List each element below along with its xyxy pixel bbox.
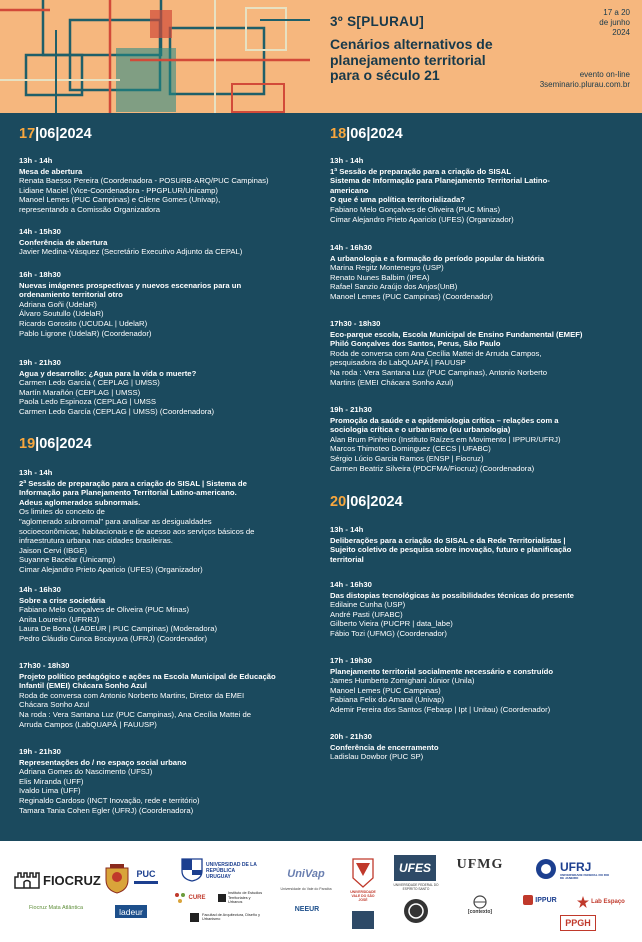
- session-speaker: Anita Loureiro (UFRRJ): [19, 614, 100, 624]
- session-title: Sistema de Informação para Planejamento Territorial Latino-: [330, 176, 550, 186]
- session: [19, 270, 319, 338]
- ufrj-logo[interactable]: UFRJ UNIVERSIDADE FEDERAL DO RIO DE JANEIRO: [560, 859, 610, 880]
- session-speaker: Na roda : Vera Santana Luz (PUC Campinas), Ana Cecília Mattei de: [19, 709, 252, 719]
- university-flag-logo[interactable]: UNIVERSIDADE VALE DO SÃO JOSÉ: [348, 853, 378, 907]
- session: [19, 468, 319, 575]
- session-speaker: Manoel Lemes (PUC Campinas) e Cilene Gomes (Univap),: [19, 195, 221, 205]
- session-speaker: Tamara Tania Cohen Egler (UFRJ) (Coordenadora): [19, 805, 194, 815]
- session-time: 13h - 14h: [19, 156, 53, 165]
- day-heading: 17|06|2024: [19, 126, 92, 142]
- session-title: Sobre a crise societária: [19, 595, 106, 605]
- small-institution-icon: [352, 911, 374, 929]
- session-title: americano: [330, 185, 369, 195]
- session-time: 19h - 21h30: [330, 405, 372, 414]
- session-speaker: Chácara Sonho Azul: [19, 700, 90, 710]
- ufes-logo[interactable]: UFES: [394, 855, 436, 881]
- session-title: Conferência de encerramento: [330, 742, 439, 752]
- session-time: 13h - 14h: [330, 156, 364, 165]
- session-speaker: Carmen Ledo García ( CEPLAG | UMSS): [19, 378, 160, 388]
- session-speaker: Ladislau Dowbor (PUC SP): [330, 752, 424, 762]
- session-speaker: Marcos Thimoteo Dominguez (CECS | UFABC): [330, 444, 491, 454]
- session-speaker: Fabiana Felix do Amaral (Univap): [330, 695, 445, 705]
- session-speaker: socioeconômicas, habitacionais e de acesso aos serviços básicos de: [19, 526, 255, 536]
- session-speaker: Ivaldo Lima (UFF): [19, 786, 81, 796]
- session-title: Deliberações para a criação do SISAL e da Rede Territorialistas |: [330, 535, 566, 545]
- session-title: Philó Gonçalves dos Santos, Perus, São Paulo: [330, 339, 501, 349]
- session-title: 1ª Sessão de preparação para a criação do SISAL: [330, 166, 512, 176]
- lab-espaco-logo[interactable]: Lab Espaço: [574, 891, 628, 913]
- session-speaker: Laura De Bona (LADEUR | PUC Campinas) (Moderadora): [19, 624, 218, 634]
- session-title: Representações do / no espaço social urbano: [19, 757, 187, 767]
- session-title: Mesa de abertura: [19, 166, 83, 176]
- session-speaker: Lidiane Maciel (Vice-Coordenadora - PPGPLUR/Unicamp): [19, 185, 218, 195]
- session-title: sociologia crítica e o urbanismo (ou urbanologia): [330, 425, 511, 435]
- session-title: Eco-parque escola, Escola Municipal de Ensino Fundamental (EMEF): [330, 329, 583, 339]
- castle-icon: [14, 871, 40, 889]
- ladeur-logo[interactable]: ladeur: [115, 905, 147, 918]
- event-mode: evento on-line 3seminario.plurau.com.br: [539, 70, 630, 89]
- header-banner: [0, 0, 642, 113]
- session-time: 14h - 16h30: [19, 585, 61, 594]
- session-speaker: Adriana Goñi (UdelaR): [19, 299, 97, 309]
- session-speaker: infraestrutura urbana nas cidades brasileiras.: [19, 536, 173, 546]
- session-speaker: Jaison Cervi (IBGE): [19, 545, 87, 555]
- session-time: 14h - 16h30: [330, 243, 372, 252]
- session-time: 14h - 16h30: [330, 580, 372, 589]
- partner-logos: [0, 841, 642, 942]
- univap-sub: Universidade do Vale do Paraíba: [280, 887, 332, 891]
- session: [330, 656, 630, 715]
- session-speaker: Álvaro Soutullo (UdelaR): [19, 309, 104, 319]
- session: [330, 319, 630, 387]
- session-title: Conferência de abertura: [19, 237, 108, 247]
- fiocruz-mata-atlantica: Fiocruz Mata Atlântica: [28, 905, 84, 911]
- ppgh-logo[interactable]: PPGH: [560, 915, 596, 931]
- session-speaker: Roda de conversa com Ana Cecília Mattei de Arruda Campos,: [330, 348, 542, 358]
- session-speaker: Arruda Campos (LabQUAPÁ | FAUUSP): [19, 719, 157, 729]
- session-time: 13h - 14h: [19, 468, 53, 477]
- session-speaker: Manoel Lemes (PUC Campinas): [330, 685, 441, 695]
- univap-logo[interactable]: UniVap: [287, 868, 325, 880]
- session-title: Projeto político pedagógico e ações na Escola Municipal de Educação: [19, 671, 276, 681]
- session: [330, 156, 630, 224]
- session-speaker: André Pasti (UFABC): [330, 609, 403, 619]
- session-time: 17h30 - 18h30: [19, 661, 70, 670]
- session: [330, 732, 630, 762]
- session-title: ordenamiento territorial otro: [19, 290, 123, 300]
- session-speaker: Carmen Beatriz Silveira (PDCFMA/Fiocruz) (Coordenadora): [330, 463, 535, 473]
- session-speaker: Na roda : Vera Santana Luz (PUC Campinas), Antonio Norberto: [330, 367, 548, 377]
- flag-icon: [352, 858, 374, 888]
- event-subtitle: Cenários alternativos de planejamento territorial para o século 21: [330, 36, 493, 83]
- day-heading: 18|06|2024: [330, 126, 403, 142]
- session-speaker: Suyanne Bacelar (Unicamp): [19, 555, 116, 565]
- session: [330, 243, 630, 302]
- session: [330, 405, 630, 473]
- session-speaker: Renato Nunes Balbim (IPEA): [330, 272, 430, 282]
- day-heading: 20|06|2024: [330, 494, 403, 510]
- session-title: Planejamento territorial socialmente necessário e construído: [330, 666, 554, 676]
- session-speaker: Edilaine Cunha (USP): [330, 600, 406, 610]
- session: [330, 525, 630, 564]
- session: [19, 585, 319, 644]
- session-speaker: Martins (EMEI Chácara Sonho Azul): [330, 377, 454, 387]
- session-speaker: Gilberto Vieira (PUCPR | data_labe): [330, 619, 453, 629]
- session-title: Informação para Planejamento Territorial Latino-americano.: [19, 488, 237, 498]
- session-speaker: Ademir Pereira dos Santos (Febasp | Ipt | Unitau) (Coordenador): [330, 704, 551, 714]
- session: [19, 227, 319, 257]
- ufrj-crest-icon: [534, 857, 558, 881]
- session-title: Nuevas imágenes prospectivas y nuevos escenarios para un: [19, 280, 242, 290]
- session: [330, 580, 630, 639]
- cure-dots-icon: [174, 892, 186, 904]
- event-dates: 17 a 20 de junho 2024: [599, 8, 630, 37]
- session-speaker: Ricardo Gorosito (UCUDAL | UdelaR): [19, 318, 148, 328]
- session-speaker: Cimar Alejandro Prieto Aparicio (UFES) (Organizador): [330, 214, 514, 224]
- session: [19, 747, 319, 815]
- ippur-logo[interactable]: IPPUR: [518, 893, 562, 907]
- puc-logo[interactable]: PUC: [133, 865, 159, 887]
- session-time: 19h - 21h30: [19, 358, 61, 367]
- puc-crest-icon: [103, 863, 131, 895]
- session-speaker: Marina Regitz Montenegro (USP): [330, 263, 444, 273]
- session-speaker: Alan Brum Pinheiro (Instituto Raízes em Movimento | IPPUR/UFRJ): [330, 434, 561, 444]
- session-speaker: Reginaldo Cardoso (INCT Inovação, rede e território): [19, 795, 200, 805]
- session-speaker: Cimar Alejandro Prieto Aparicio (UFES) (Organizador): [19, 564, 203, 574]
- session-speaker: Carmen Ledo García (CEPLAG | UMSS) (Coordenadora): [19, 406, 215, 416]
- event-website[interactable]: 3seminario.plurau.com.br: [539, 80, 630, 89]
- session-speaker: James Humberto Zomighani Júnior (Unila): [330, 676, 475, 686]
- session-speaker: Sérgio Lúcio Garcia Ramos (ENSP | Fiocruz): [330, 453, 484, 463]
- event-title: 3º S[PLURAU]: [330, 14, 425, 29]
- fiocruz-logo[interactable]: FIOCRUZ: [14, 863, 92, 897]
- session-time: 14h - 15h30: [19, 227, 61, 236]
- session-speaker: Manoel Lemes (PUC Campinas) (Coordenador): [330, 291, 493, 301]
- globe-icon: [469, 895, 491, 909]
- neeur-logo[interactable]: NEEUR: [294, 905, 320, 913]
- session-time: 13h - 14h: [330, 525, 364, 534]
- session-title: Sujeito coletivo de pesquisa sobre inovação, futuro e planificação: [330, 545, 572, 555]
- session-speaker: representando a Comissão Organizadora: [19, 204, 161, 214]
- session-title: Das distopias tecnológicas às possibilidades técnicas do presente: [330, 590, 574, 600]
- session-time: 20h - 21h30: [330, 732, 372, 741]
- session-time: 16h - 18h30: [19, 270, 61, 279]
- session-speaker: Fabiano Melo Gonçalves de Oliveira (PUC Minas): [330, 204, 501, 214]
- instituto-logo[interactable]: Instituto de Estudios Territoriales y Urbanos: [218, 889, 264, 907]
- session: [19, 661, 319, 729]
- session: [19, 156, 319, 215]
- session-speaker: Paola Ledo Espinoza (CEPLAG | UMSS: [19, 397, 157, 407]
- session-speaker: Fábio Tozi (UFMG) (Coordenador): [330, 628, 447, 638]
- session-speaker: Roda de conversa com Antonio Norberto Martins, Diretor da EMEI: [19, 690, 245, 700]
- facultad-logo[interactable]: Facultad de Arquitectura, Diseño y Urbanismo: [190, 909, 264, 925]
- session-speaker: pesquisadora do LabQUAPÁ | FAUUSP: [330, 358, 466, 368]
- session-speaker: Os limites do conceito de: [19, 507, 105, 517]
- circle-emblem-icon: [402, 897, 430, 925]
- abstract-line-art: [0, 0, 310, 113]
- session-title: Promoção da saúde e a epidemiologia crítica – relações com a: [330, 415, 559, 425]
- session-time: 17h30 - 18h30: [330, 319, 381, 328]
- session-title: Adeus aglomerados subnormais.: [19, 497, 141, 507]
- session-speaker: Renata Baesso Pereira (Coordenadora - POSURB-ARQ/PUC Campinas): [19, 176, 269, 186]
- udelar-logo[interactable]: UNIVERSIDAD DE LA REPÚBLICA URUGUAY: [206, 862, 257, 880]
- session-speaker: Adriana Gomes do Nascimento (UFSJ): [19, 767, 153, 777]
- session-time: 17h - 19h30: [330, 656, 372, 665]
- ufes-sub: UNIVERSIDADE FEDERAL DO ESPÍRITO SANTO: [393, 883, 439, 891]
- schedule-panel: [0, 113, 642, 841]
- session-speaker: Pedro Cláudio Cunca Bocayuva (UFRJ) (Coordenador): [19, 633, 208, 643]
- session-speaker: Fabiano Melo Gonçalves de Oliveira (PUC Minas): [19, 605, 190, 615]
- udelar-shield-icon: [180, 857, 204, 883]
- session: [19, 358, 319, 417]
- session-speaker: Elis Miranda (UFF): [19, 776, 84, 786]
- session-speaker: Javier Medina-Vásquez (Secretário Executivo Adjunto da CEPAL): [19, 247, 243, 257]
- star-icon: [577, 896, 589, 908]
- session-speaker: Pablo Ligrone (UdelaR) (Coordenador): [19, 328, 152, 338]
- contexto-logo[interactable]: [contexto]: [458, 893, 502, 917]
- session-speaker: "aglomerado subnormal" para analisar as desigualdades: [19, 516, 212, 526]
- session-speaker: Rafael Sanzio Araújo dos Anjos(UnB): [330, 282, 458, 292]
- session-speaker: Martín Marañón (CEPLAG | UMSS): [19, 387, 141, 397]
- session-title: territorial: [330, 554, 364, 564]
- ufmg-logo[interactable]: UFMG: [456, 857, 504, 872]
- session-title: A urbanologia e a formação do período popular da história: [330, 253, 545, 263]
- cure-logo[interactable]: CURE: [170, 891, 210, 905]
- session-time: 19h - 21h30: [19, 747, 61, 756]
- session-title: O que é uma política territorializada?: [330, 195, 465, 205]
- session-title: Agua y desarrollo: ¿Agua para la vida o muerte?: [19, 368, 197, 378]
- event-info: [330, 8, 630, 113]
- session-title: 2ª Sessão de preparação para a criação do SISAL | Sistema de: [19, 478, 247, 488]
- day-heading: 19|06|2024: [19, 436, 92, 452]
- session-title: Infantil (EMEI) Chácara Sonho Azul: [19, 681, 147, 691]
